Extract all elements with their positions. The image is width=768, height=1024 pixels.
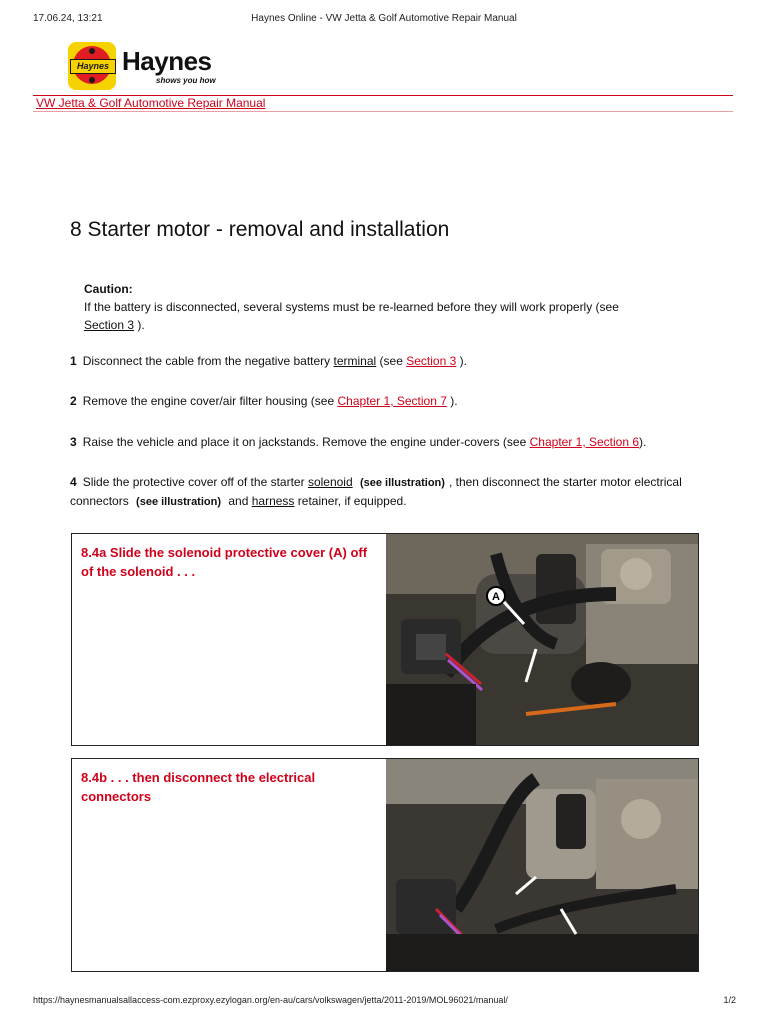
- engine-photo-solenoid-cover: [386, 534, 698, 745]
- glossary-terminal[interactable]: terminal: [333, 354, 377, 368]
- haynes-logo[interactable]: [68, 42, 238, 90]
- callout-label-a: A: [492, 591, 500, 603]
- step-4: 4 Slide the protective cover off of the starter solenoid (see illustration) , then disconnect the starter motor electrical connectors (see illustration) and harness retainer, if equipped.: [70, 475, 682, 508]
- print-datetime: 17.06.24, 13:21: [33, 13, 103, 24]
- section-3-link[interactable]: Section 3: [84, 318, 135, 332]
- manual-title-link[interactable]: VW Jetta & Golf Automotive Repair Manual: [36, 96, 266, 110]
- step-3: 3 Raise the vehicle and place it on jackstands. Remove the engine under-covers (see Chapter 1, Section 6).: [70, 435, 647, 449]
- header-divider-lower: [33, 111, 733, 112]
- engine-photo-connectors: [386, 759, 698, 971]
- section-3-link[interactable]: Section 3: [406, 354, 457, 368]
- glossary-solenoid[interactable]: solenoid: [307, 475, 353, 489]
- print-header: [0, 13, 768, 29]
- logo-wordmark: Haynes: [122, 46, 212, 76]
- logo-tagline: shows you how: [156, 76, 216, 85]
- print-page-title: Haynes Online - VW Jetta & Golf Automotive Repair Manual: [251, 13, 517, 24]
- caution-heading: Caution:: [84, 282, 133, 296]
- glossary-harness[interactable]: harness: [251, 494, 295, 508]
- chapter-1-section-6-link[interactable]: Chapter 1, Section 6: [529, 435, 640, 449]
- step-2: 2 Remove the engine cover/air filter housing (see Chapter 1, Section 7 ).: [70, 394, 458, 408]
- step-1: 1 Disconnect the cable from the negative battery terminal (see Section 3 ).: [70, 354, 467, 368]
- haynes-badge-icon: Haynes: [68, 42, 116, 90]
- chapter-1-section-7-link[interactable]: Chapter 1, Section 7: [337, 394, 447, 408]
- figure-caption: 8.4a Slide the solenoid protective cover (A) off of the solenoid . . .: [81, 545, 368, 579]
- figure-caption: 8.4b . . . then disconnect the electrical connectors: [81, 770, 316, 804]
- figure-8-4a: [71, 533, 699, 746]
- see-illustration-link[interactable]: (see illustration): [359, 477, 445, 489]
- figure-8-4b: [71, 758, 699, 972]
- section-title: 8 Starter motor - removal and installation: [70, 218, 450, 241]
- caution-note: [84, 280, 684, 334]
- caution-text: If the battery is disconnected, several systems must be re-learned before they will work properly (see Section 3 ).: [84, 300, 619, 332]
- page-number: 1/2: [723, 995, 736, 1005]
- see-illustration-link[interactable]: (see illustration): [136, 496, 222, 508]
- footer-url: https://haynesmanualsallaccess-com.ezproxy.ezylogan.org/en-au/cars/volkswagen/jetta/2011-2019/MOL96021/manual/: [33, 995, 508, 1005]
